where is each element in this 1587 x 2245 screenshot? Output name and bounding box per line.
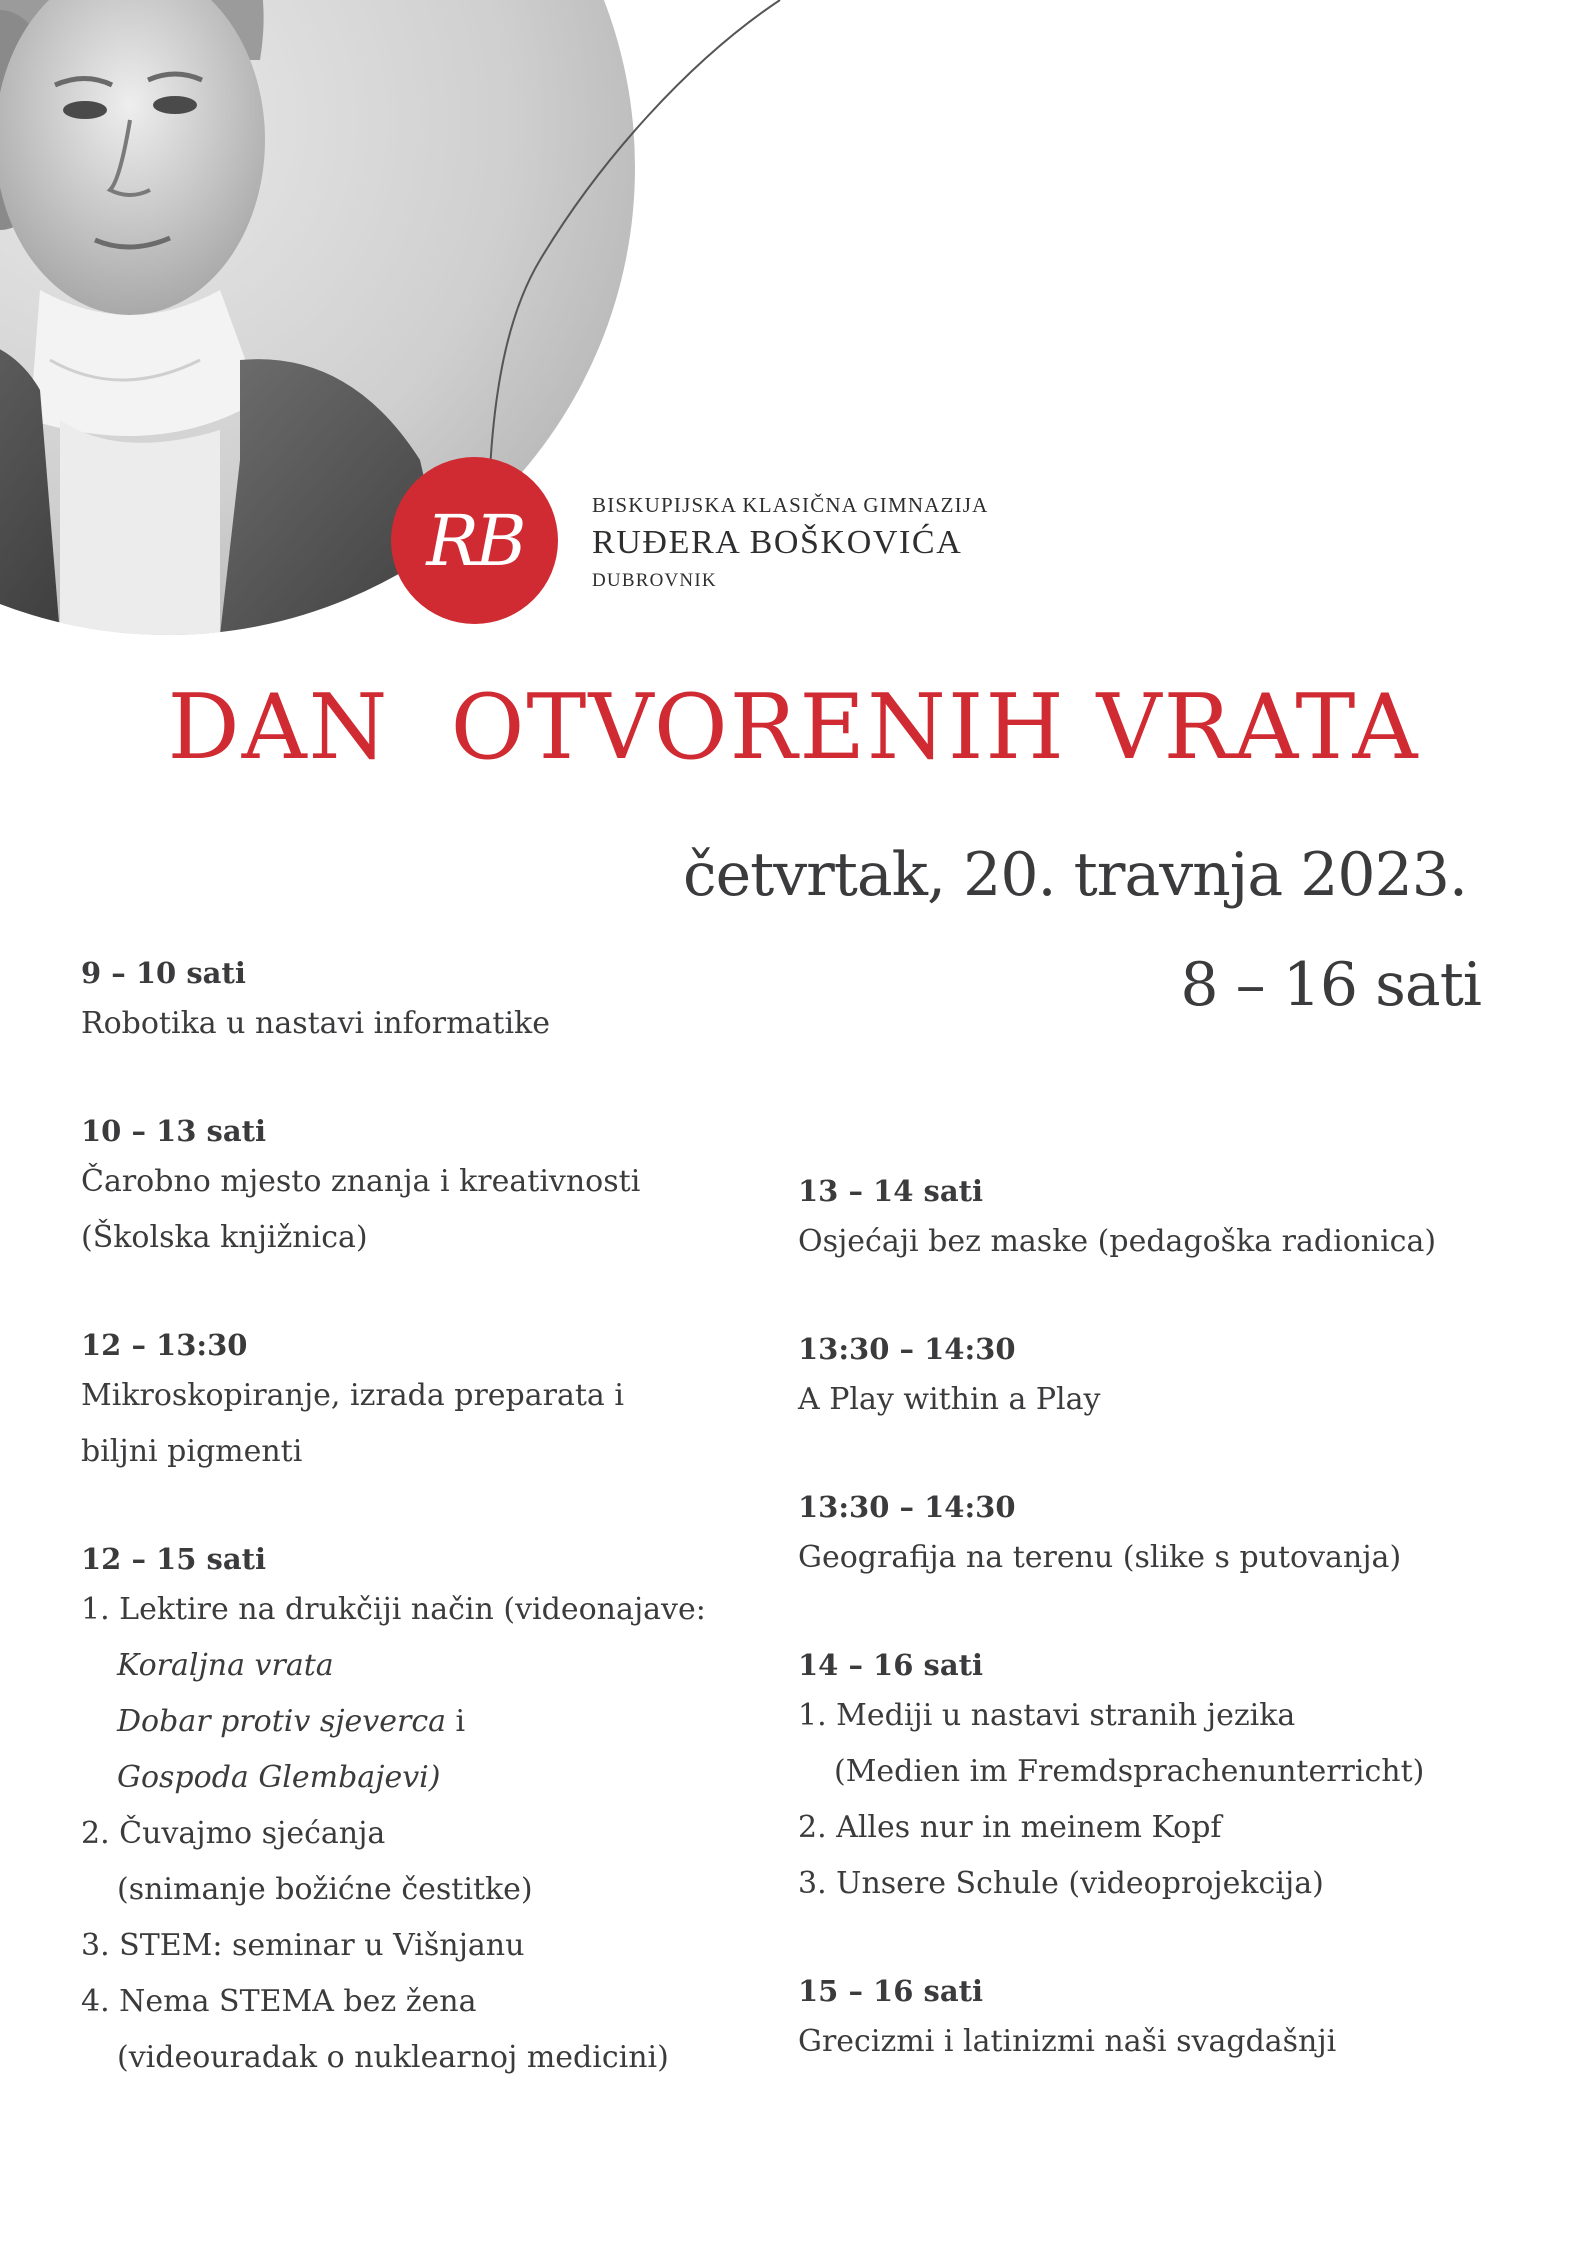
schedule-item: [81, 1322, 781, 1480]
schedule-time: 13:30 – 14:30: [798, 1332, 1016, 1366]
list-item: 2. Čuvajmo sjećanja: [81, 1816, 386, 1851]
schedule-item: [798, 1168, 1498, 1270]
list-item: 3. Unsere Schule (videoprojekcija): [798, 1866, 1324, 1901]
list-item-sub: Gospoda Glembajevi): [117, 1760, 441, 1795]
schedule-text: Osjećaji bez maske (pedagoška radionica): [798, 1224, 1437, 1259]
logo-letters: RB: [426, 499, 523, 582]
event-hours: 8 – 16 sati: [1180, 950, 1481, 1020]
schedule-text: Čarobno mjesto znanja i kreativnosti: [81, 1164, 641, 1199]
list-item: 2. Alles nur in meinem Kopf: [798, 1810, 1222, 1845]
schedule-text: A Play within a Play: [798, 1382, 1101, 1417]
event-date: četvrtak, 20. travnja 2023.: [683, 840, 1467, 910]
page-title: DAN OTVORENIH VRATA: [167, 675, 1420, 780]
schedule-text: Grecizmi i latinizmi naši svagdašnji: [798, 2024, 1337, 2059]
list-item-sub: [81, 1694, 781, 1750]
list-item: 4. Nema STEMA bez žena: [81, 1984, 477, 2019]
school-name-line1: BISKUPIJSKA KLASIČNA GIMNAZIJA: [592, 493, 989, 517]
school-name-line3: DUBROVNIK: [592, 570, 717, 591]
schedule-item: [798, 1968, 1498, 2070]
list-item: 1. Mediji u nastavi stranih jezika: [798, 1698, 1296, 1733]
schedule-right-column: [798, 1168, 1498, 2126]
schedule-text: Mikroskopiranje, izrada preparata i: [81, 1378, 624, 1413]
schedule-time: 10 – 13 sati: [81, 1114, 267, 1148]
schedule-time: 13 – 14 sati: [798, 1174, 984, 1208]
schedule-item: [81, 950, 781, 1052]
schedule-text: Geografija na terenu (slike s putovanja): [798, 1540, 1402, 1575]
list-item: 1. Lektire na drukčiji način (videonajave:: [81, 1592, 706, 1627]
schedule-time: 12 – 13:30: [81, 1328, 248, 1362]
schedule-item: [798, 1326, 1498, 1428]
list-item: 3. STEM: seminar u Višnjanu: [81, 1928, 525, 1963]
schedule-item: [798, 1642, 1498, 1912]
schedule-time: 9 – 10 sati: [81, 956, 246, 990]
list-item-sub: (videouradak o nuklearnoj medicini): [117, 2040, 669, 2075]
schedule-text: Robotika u nastavi informatike: [81, 1006, 550, 1041]
conjunction: i: [446, 1704, 466, 1739]
schedule-left-column: [81, 950, 781, 2142]
schedule-item: [81, 1108, 781, 1266]
list-item-sub: (Medien im Fremdsprachenunterricht): [834, 1754, 1425, 1789]
schedule-item: [81, 1536, 781, 2086]
school-logo: [391, 457, 558, 624]
school-name: [592, 493, 989, 592]
schedule-time: 15 – 16 sati: [798, 1974, 984, 2008]
schedule-time: 14 – 16 sati: [798, 1648, 984, 1682]
list-item-sub: Koraljna vrata: [117, 1648, 334, 1683]
schedule-text: (Školska knjižnica): [81, 1220, 368, 1255]
schedule-item: [798, 1484, 1498, 1586]
schedule-time: 13:30 – 14:30: [798, 1490, 1016, 1524]
schedule-text: biljni pigmenti: [81, 1434, 303, 1469]
book-title: Dobar protiv sjeverca: [117, 1704, 447, 1739]
school-name-line2: RUĐERA BOŠKOVIĆA: [592, 524, 963, 561]
schedule-time: 12 – 15 sati: [81, 1542, 267, 1576]
list-item-sub: (snimanje božićne čestitke): [117, 1872, 533, 1907]
